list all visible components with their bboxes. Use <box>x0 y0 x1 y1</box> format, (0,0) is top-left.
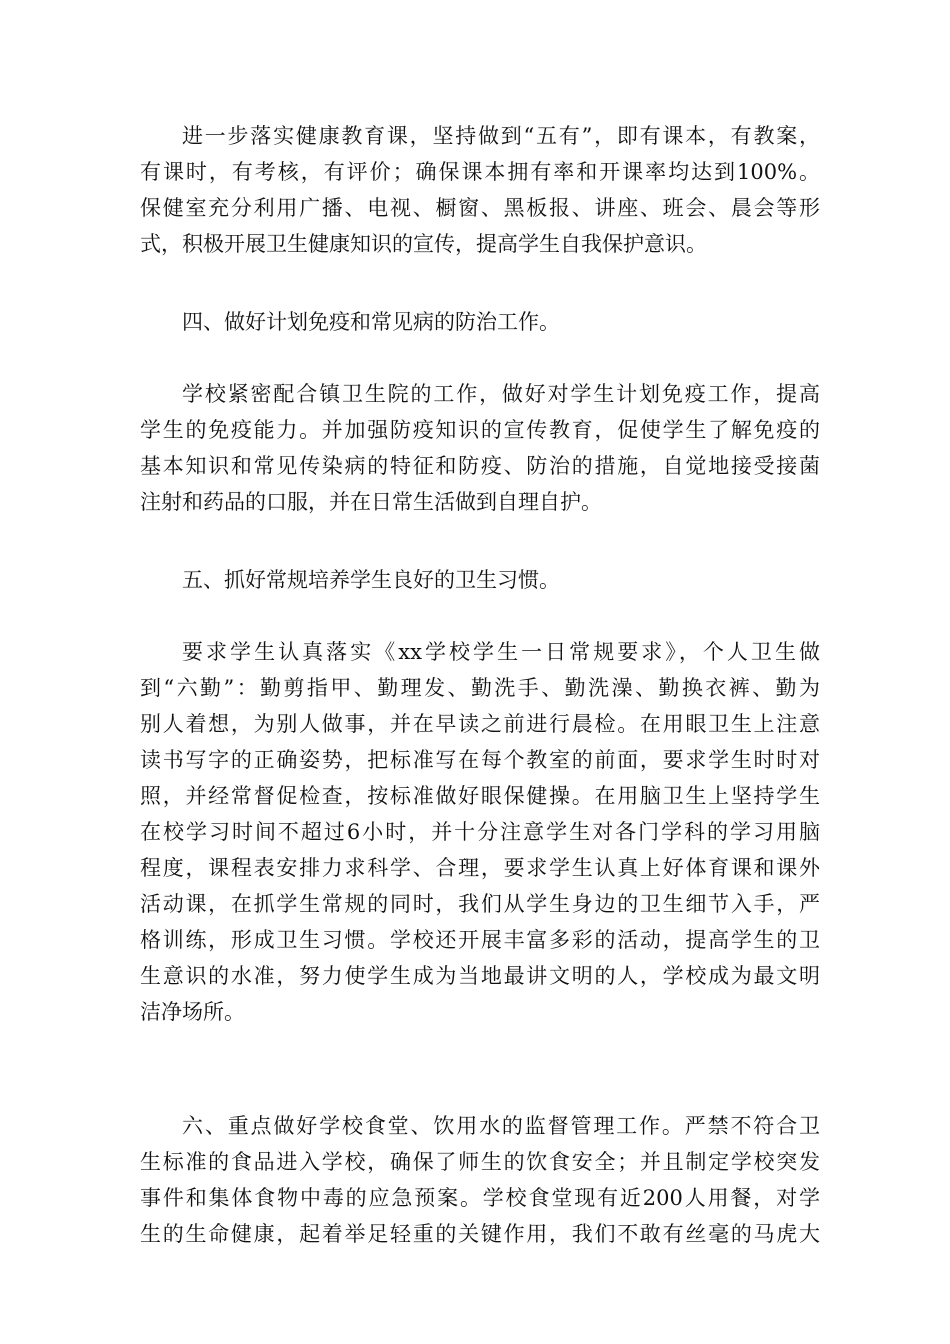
text-line: 生标准的食品进入学校，确保了师生的饮食安全；并且制定学校突发 <box>140 1150 820 1174</box>
heading-text: 四、做好计划免疫和常见病的防治工作。 <box>182 310 560 334</box>
text-line: 格训练，形成卫生习惯。学校还开展丰富多彩的活动，提高学生的卫 <box>140 928 820 952</box>
text-line: 基本知识和常见传染病的特征和防疫、防治的措施，自觉地接受接菌 <box>140 454 820 478</box>
text-line: 读书写字的正确姿势，把标准写在每个教室的前面，要求学生时时对 <box>140 748 820 772</box>
paragraph-hygiene-habits <box>140 634 820 1030</box>
text-line: 学校紧密配合镇卫生院的工作，做好对学生计划免疫工作，提高 <box>182 382 820 406</box>
paragraph-health-education <box>140 118 820 262</box>
text-line: 有课时，有考核，有评价；确保课本拥有率和开课率均达到100%。 <box>140 160 820 184</box>
text-line: 式，积极开展卫生健康知识的宣传，提高学生自我保护意识。 <box>140 232 707 256</box>
text-line: 学生的免疫能力。并加强防疫知识的宣传教育，促使学生了解免疫的 <box>140 418 820 442</box>
text-line: 事件和集体食物中毒的应急预案。学校食堂现有近200人用餐，对学 <box>140 1186 820 1210</box>
text-line: 保健室充分利用广播、电视、橱窗、黑板报、讲座、班会、晨会等形 <box>140 196 820 220</box>
section-heading-4 <box>140 304 820 340</box>
text-line: 六、重点做好学校食堂、饮用水的监督管理工作。严禁不符合卫 <box>182 1114 820 1138</box>
text-line: 进一步落实健康教育课，坚持做到“五有”，即有课本，有教案， <box>182 124 820 148</box>
paragraph-immunization <box>140 376 820 520</box>
text-line: 洁净场所。 <box>140 1000 245 1024</box>
text-line: 生的生命健康，起着举足轻重的关键作用，我们不敢有丝毫的马虎大 <box>140 1222 820 1246</box>
text-line: 要求学生认真落实《xx学校学生一日常规要求》，个人卫生做 <box>182 640 820 664</box>
text-line: 在校学习时间不超过6小时，并十分注意学生对各门学科的学习用脑 <box>140 820 820 844</box>
text-line: 注射和药品的口服，并在日常生活做到自理自护。 <box>140 490 602 514</box>
text-line: 活动课，在抓学生常规的同时，我们从学生身边的卫生细节入手，严 <box>140 892 820 916</box>
heading-text: 五、抓好常规培养学生良好的卫生习惯。 <box>182 568 560 592</box>
text-line: 程度，课程表安排力求科学、合理，要求学生认真上好体育课和课外 <box>140 856 820 880</box>
text-line: 别人着想，为别人做事，并在早读之前进行晨检。在用眼卫生上注意 <box>140 712 820 736</box>
text-line: 生意识的水准，努力使学生成为当地最讲文明的人，学校成为最文明 <box>140 964 820 988</box>
section-heading-5 <box>140 562 820 598</box>
text-line: 到“六勤”：勤剪指甲、勤理发、勤洗手、勤洗澡、勤换衣裤、勤为 <box>140 676 820 700</box>
paragraph-canteen-supervision <box>140 1108 820 1252</box>
text-line: 照，并经常督促检查，按标准做好眼保健操。在用脑卫生上坚持学生 <box>140 784 820 808</box>
